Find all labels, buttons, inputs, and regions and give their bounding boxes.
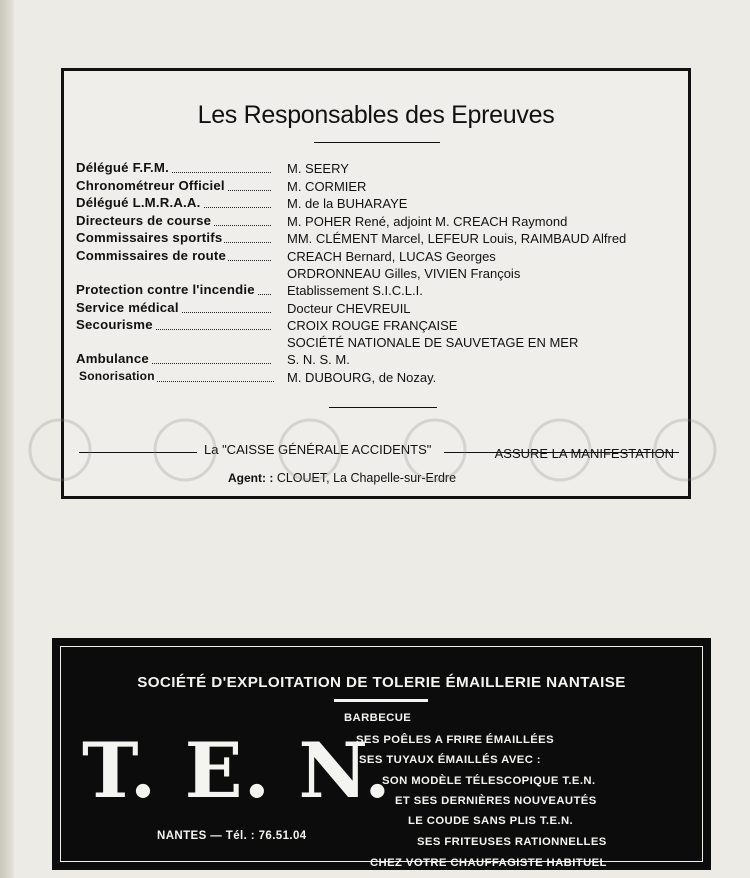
role-label: Protection contre l'incendie bbox=[76, 281, 255, 297]
panel-title: Les Responsables des Epreuves bbox=[197, 101, 555, 129]
ten-logo: T. E. N. bbox=[82, 726, 392, 815]
role-value: ORDRONNEAU Gilles, VIVIEN François bbox=[287, 265, 521, 281]
advert-item: BARBECUE bbox=[344, 712, 412, 724]
role-value: CROIX ROUGE FRANÇAISE bbox=[287, 318, 458, 334]
role-label: Service médical bbox=[76, 299, 179, 315]
role-label: Commissaires sportifs bbox=[76, 230, 223, 246]
roles-list bbox=[76, 160, 676, 386]
agent-value: CLOUET, La Chapelle-sur-Erdre bbox=[276, 471, 457, 485]
role-value: M. CORMIER bbox=[287, 178, 367, 194]
advert-item: SON MODÈLE TÉLESCOPIQUE T.E.N. bbox=[382, 775, 596, 787]
role-value: M. DUBOURG, de Nozay. bbox=[287, 369, 437, 385]
role-value: Etablissement S.I.C.L.I. bbox=[287, 282, 423, 298]
advert-item: LE COUDE SANS PLIS T.E.N. bbox=[408, 815, 574, 827]
advert-heading-divider bbox=[334, 699, 428, 702]
role-value: M. SEERY bbox=[287, 161, 349, 176]
role-row bbox=[76, 230, 676, 248]
section-divider bbox=[329, 407, 437, 408]
role-row bbox=[76, 369, 676, 387]
role-label: Directeurs de course bbox=[76, 212, 212, 228]
role-value: M. POHER René, adjoint M. CREACH Raymond bbox=[287, 213, 568, 229]
title-divider bbox=[314, 142, 440, 143]
advert-phone: NANTES — Tél. : 76.51.04 bbox=[157, 830, 307, 842]
role-row bbox=[76, 300, 676, 318]
advert-item: SES FRITEUSES RATIONNELLES bbox=[417, 836, 607, 848]
responsables-panel bbox=[61, 68, 691, 499]
role-value: CREACH Bernard, LUCAS Georges bbox=[287, 248, 496, 264]
role-label: Chronométreur Officiel bbox=[76, 177, 225, 193]
advert-item: SES TUYAUX ÉMAILLÉS AVEC : bbox=[359, 754, 541, 766]
role-label: Ambulance bbox=[76, 351, 149, 367]
role-row bbox=[76, 248, 676, 282]
role-value: S. N. S. M. bbox=[287, 352, 350, 368]
role-row bbox=[76, 317, 676, 351]
role-value: SOCIÉTÉ NATIONALE DE SAUVETAGE EN MER bbox=[287, 335, 579, 351]
role-value: Docteur CHEVREUIL bbox=[287, 300, 411, 316]
advert-item: SES POÊLES A FRIRE ÉMAILLÉES bbox=[356, 734, 555, 746]
advert-item: ET SES DERNIÈRES NOUVEAUTÉS bbox=[395, 795, 597, 807]
agent-label: Agent: : bbox=[228, 471, 274, 485]
advert-item: CHEZ VOTRE CHAUFFAGISTE HABITUEL bbox=[370, 857, 607, 869]
role-label: Commissaires de route bbox=[76, 247, 227, 263]
role-label: Sonorisation bbox=[79, 368, 155, 383]
insurance-rule-left bbox=[79, 452, 197, 453]
role-label: Secourisme bbox=[76, 317, 153, 333]
role-value: M. de la BUHARAYE bbox=[287, 196, 408, 212]
advert-panel bbox=[52, 638, 711, 870]
role-row bbox=[76, 160, 676, 178]
assure-text: ASSURE LA MANIFESTATION bbox=[494, 446, 674, 461]
role-row bbox=[76, 178, 676, 196]
role-label: Délégué F.F.M. bbox=[76, 160, 169, 175]
role-row bbox=[76, 351, 676, 369]
page-edge-shadow bbox=[0, 0, 14, 878]
role-row bbox=[76, 282, 676, 300]
advert-heading: SOCIÉTÉ D'EXPLOITATION DE TOLERIE ÉMAILLERIE NANTAISE bbox=[137, 674, 626, 691]
insurance-text: La "CAISSE GÉNÉRALE ACCIDENTS" bbox=[204, 442, 432, 457]
role-value: MM. CLÉMENT Marcel, LEFEUR Louis, RAIMBAUD Alfred bbox=[287, 231, 627, 247]
role-row bbox=[76, 195, 676, 213]
agent-line bbox=[228, 471, 456, 485]
role-label: Délégué L.M.R.A.A. bbox=[76, 195, 201, 211]
role-row bbox=[76, 213, 676, 231]
